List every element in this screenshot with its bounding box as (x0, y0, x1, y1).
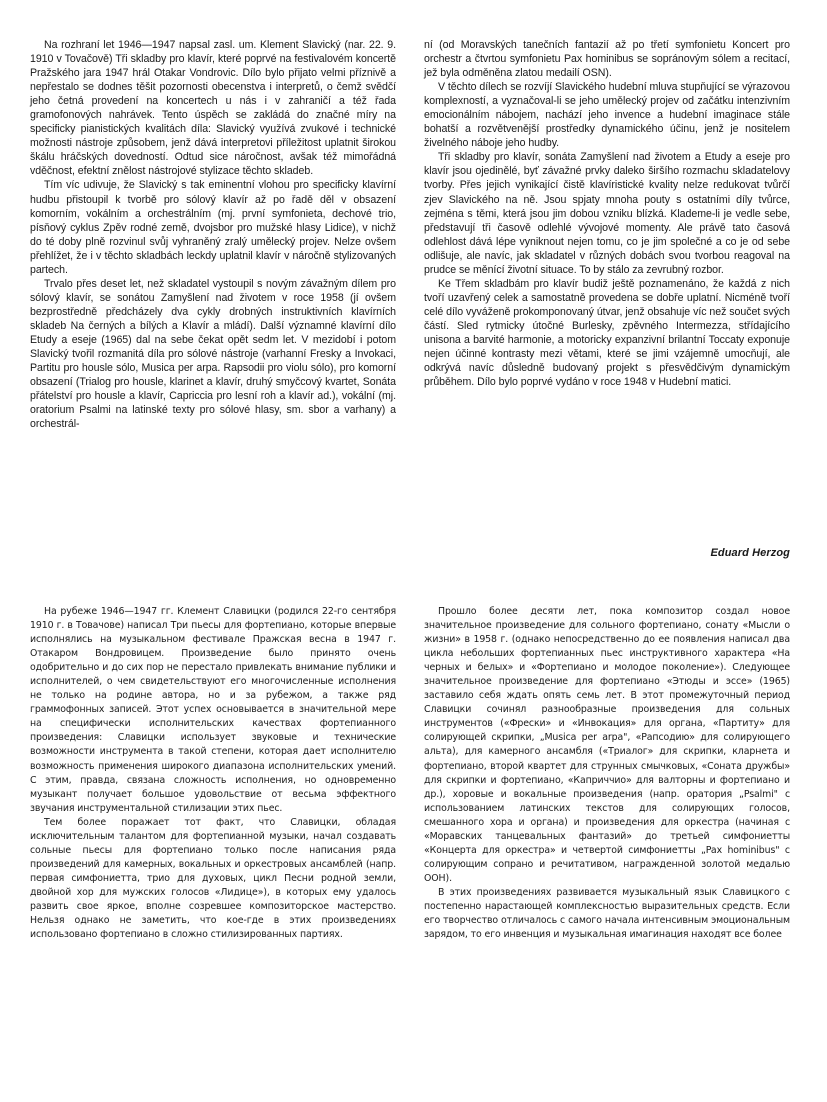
paragraph: Trvalo přes deset let, než skladatel vystoupil s novým závažným dílem pro sólový klavír, se sonátou Zamyšlení nad životem v roce 1958 (jí ovšem bezprostředně předcházely dva cykly drobných instruktivních klavírních skladeb Na černých a bílých a Klavír a mládí). Další významné klavírní dílo Etudy a eseje (1965) dal na sebe čekat opět sedm let. V mezidobí i potom Slavický tvořil rozmanitá díla pro sólové nástroje (varhanní Fresky a Invokaci, Partitu pro housle sólo, Musica per arpa. Rapsodii pro violu sólo), pro komorní obsazení (Trialog pro housle, klarinet a klavír, druhý smyčcový kvartet, Sonáta přátelství pro housle a klavír, Capriccia pro lesní roh a klavír ad.), vokální (mj. oratorium Psalmi na latinské texty pro sólové hlasy, sm. sbor a varhany) a orchestrál- (30, 277, 396, 431)
russian-text-right-column (424, 605, 790, 942)
paragraph: В этих произведениях развивается музыкальный язык Славицкого с постепенно нарастающей комплексностью выразительных средств. Если его творчество отличалось с самого начала интенсивным эмоциональным зарядом, то его инвенция и музыкальная имагинация находят все более (424, 886, 790, 941)
russian-text-left-column (30, 605, 396, 942)
paragraph: Прошло более десяти лет, пока композитор создал новое значительное произведение для сольного фортепиано, сонату «Мысли о жизни» в 1958 г. (однако непосредственно до ее появления написал два цикла небольших фортепианных пьес инструктивного характера «На черных и белых» и «Фортепиано и молодое поколение»). Следующее значительное произведение для фортепиано «Этюды и эссе» (1965) заставило себя ждать опять семь лет. В этот промежуточный период Славицки сочинял разнообразные произведения для сольных инструментов («Фрески» и «Инвокация» для органа, «Партиту» для солирующей скрипки, „Musica per arpa", «Рапсодию» для солирующего альта), для камерного ансамбля («Триалог» для скрипки, кларнета и фортепиано, второй квартет для струнных смычковых, «Соната дружбы» для скрипки и фортепиано, «Каприччио» для валторны и фортепиано и др.), хоровые и вокальные произведения (напр. оратория „Psalmi" с использованием латинских текстов для солирующих голосов, смешанного хора и органа) и произведения для оркестра (начиная с «Моравских танцевальных фантазий» до третьей симфониетты «Концерта для оркестра» и четвертой симфониетты „Pax hominibus" с солирующим сопрано и речитативом, награжденной золотой медалью ООН). (424, 606, 790, 884)
paragraph: Na rozhraní let 1946—1947 napsal zasl. um. Klement Slavický (nar. 22. 9. 1910 v Tovačově) Tři skladby pro klavír, které poprvé na festivalovém koncertě Pražského jara 1947 hrál Otakar Vondrovic. Dílo bylo přijato velmi příznivě a nepřestalo se dodnes těšit pozornosti obecenstva i interpretů, o čemž svědčí jeho četná provedení na koncertech u nás i v zahraničí a též řada gramofonových nahrávek. Tento úspěch se zakládá do značné míry na specificky pianistických kvalitách díla: Slavický využívá zvukové i technické možnosti nástroje způsobem, jenž dává interpretovi příležitost uplatnit širokou škálu hráčských dovedností. Odtud sice náročnost, avšak též mimořádná vděčnost, efektní znělost nástrojové stylizace těchto skladeb. (30, 39, 396, 178)
paragraph: Tři skladby pro klavír, sonáta Zamyšlení nad životem a Etudy a eseje pro klavír jsou ojedinělé, byť závažné prvky daleko širšího rozmachu skladatelovy tvorby. Přes jejich vynikající čistě klavíristické kvality nelze redukovat tvůrčí zjev Slavického na ně. Jsou spjaty mnoha pouty s ostatními díly tvůrce, zejména s těmi, která jsou jim dobou vzniku blízká. Klademe-li je vedle sebe, představují tři časově odlehlé vývojové momenty. Ale právě tato časová odlehlost dává lépe vyniknout nejen tomu, co je jim společné a co je od sebe odlišuje, ale navíc, jak skladatel v různých dobách svou tvorbou reagoval na prudce se měnící životní situace. To by stálo za zevrubný rozbor. (424, 151, 790, 276)
paragraph: V těchto dílech se rozvíjí Slavického hudební mluva stupňující se výrazovou komplexností, a vyznačoval-li se jeho umělecký projev od začátku intenzivním emocionálním nábojem, nachází jeho invence a hudební imaginace stále bohatší a rozvětvenější prostředky dynamického účinu, jenž je nositelem živelného náboje jeho hudby. (424, 81, 790, 150)
czech-text-left-column (30, 38, 396, 431)
author-signature: Eduard Herzog (710, 547, 790, 559)
czech-text-right-column (424, 38, 790, 389)
paragraph: Тем более поражает тот факт, что Славицки, обладая исключительным талантом для фортепианной музыки, начал создавать сольные пьесы для фортепиано только после написания ряда произведений для камерных, вокальных и оркестровых ансамблей (напр. первая симфониетта, трио для духовых, цикл Песни родной земли, двойной хор для мужских голосов «Лидице»), в которых ему удалось развить свое яркое, вполне созревшее композиторское мастерство. Нельзя однако не заметить, что кое-где в этих произведениях использовано фортепиано в сложно стилизированных партиях. (30, 816, 396, 941)
paragraph: Ke Třem skladbám pro klavír budiž ještě poznamenáno, že každá z nich tvoří uzavřený celek a samostatně provedena se dobře uplatní. Nicméně tvoří celé dílo vyváženě prokomponovaný útvar, jenž obsahuje víc než součet svých částí. Sled rytmicky útočné Burlesky, zpěvného Intermezza, střídajícího unisona a barvité harmonie, a motoricky expanzivní brilantní Toccaty exponuje nejen účinné kontrasty mezi větami, které se jimi vzájemně umocňují, ale odkrývá navíc důsledně budovaný projekt s přesvědčivým dynamickým průběhem. Dílo bylo poprvé vydáno v roce 1948 v Hudební matici. (424, 277, 790, 389)
paragraph: Tím víc udivuje, že Slavický s tak eminentní vlohou pro specificky klavírní hudbu přistoupil k tvorbě pro sólový klavír až po řadě děl v obsazení komorním, vokálním a orchestrálním (mj. první symfonieta, dechové trio, písňový cyklus Zpěv rodné země, dvojsbor pro mužské hlasy Lidice), v nichž do té doby plně rozvinul svůj vyhraněný zralý umělecký projev. Nelze ovšem přehlížet, že i v těchto skladbách leckdy uplatnil klavír v náročně stylizovaných partech. (30, 179, 396, 276)
paragraph: ní (od Moravských tanečních fantazií až po třetí symfonietu Koncert pro orchestr a čtvrtou symfonietu Pax hominibus se sopránovým sólem a recitací, jež byla odměněna zlatou medailí OSN). (424, 39, 790, 80)
paragraph: На рубеже 1946—1947 гг. Клемент Славицки (родился 22-го сентября 1910 г. в Товачове) написал Три пьесы для фортепиано, которые впервые исполнялись на музыкальном фестивале Пражская весна в 1947 г. Отакаром Вондровицем. Произведение было принято очень одобрительно и до сих пор не перестало привлекать внимание публики и исполнителей, о чем свидетельствуют его многочисленные исполнения не только на родине автора, но и за рубежом, а также ряд граммофонных записей. Этот успех основывается в значительной мере на специфически исполнительских качествах фортепианного произведения: Славицки использует звуковые и технические возможности инструмента в такой степени, которая дает исполнителю возможность применения широкого диапазона исполнительских умений. С этим, правда, связана сложность исполнения, но одновременно музыкант получает большое удовольствие от весьма эффектного звучания инструментальной стилизации этих пьес. (30, 606, 396, 814)
